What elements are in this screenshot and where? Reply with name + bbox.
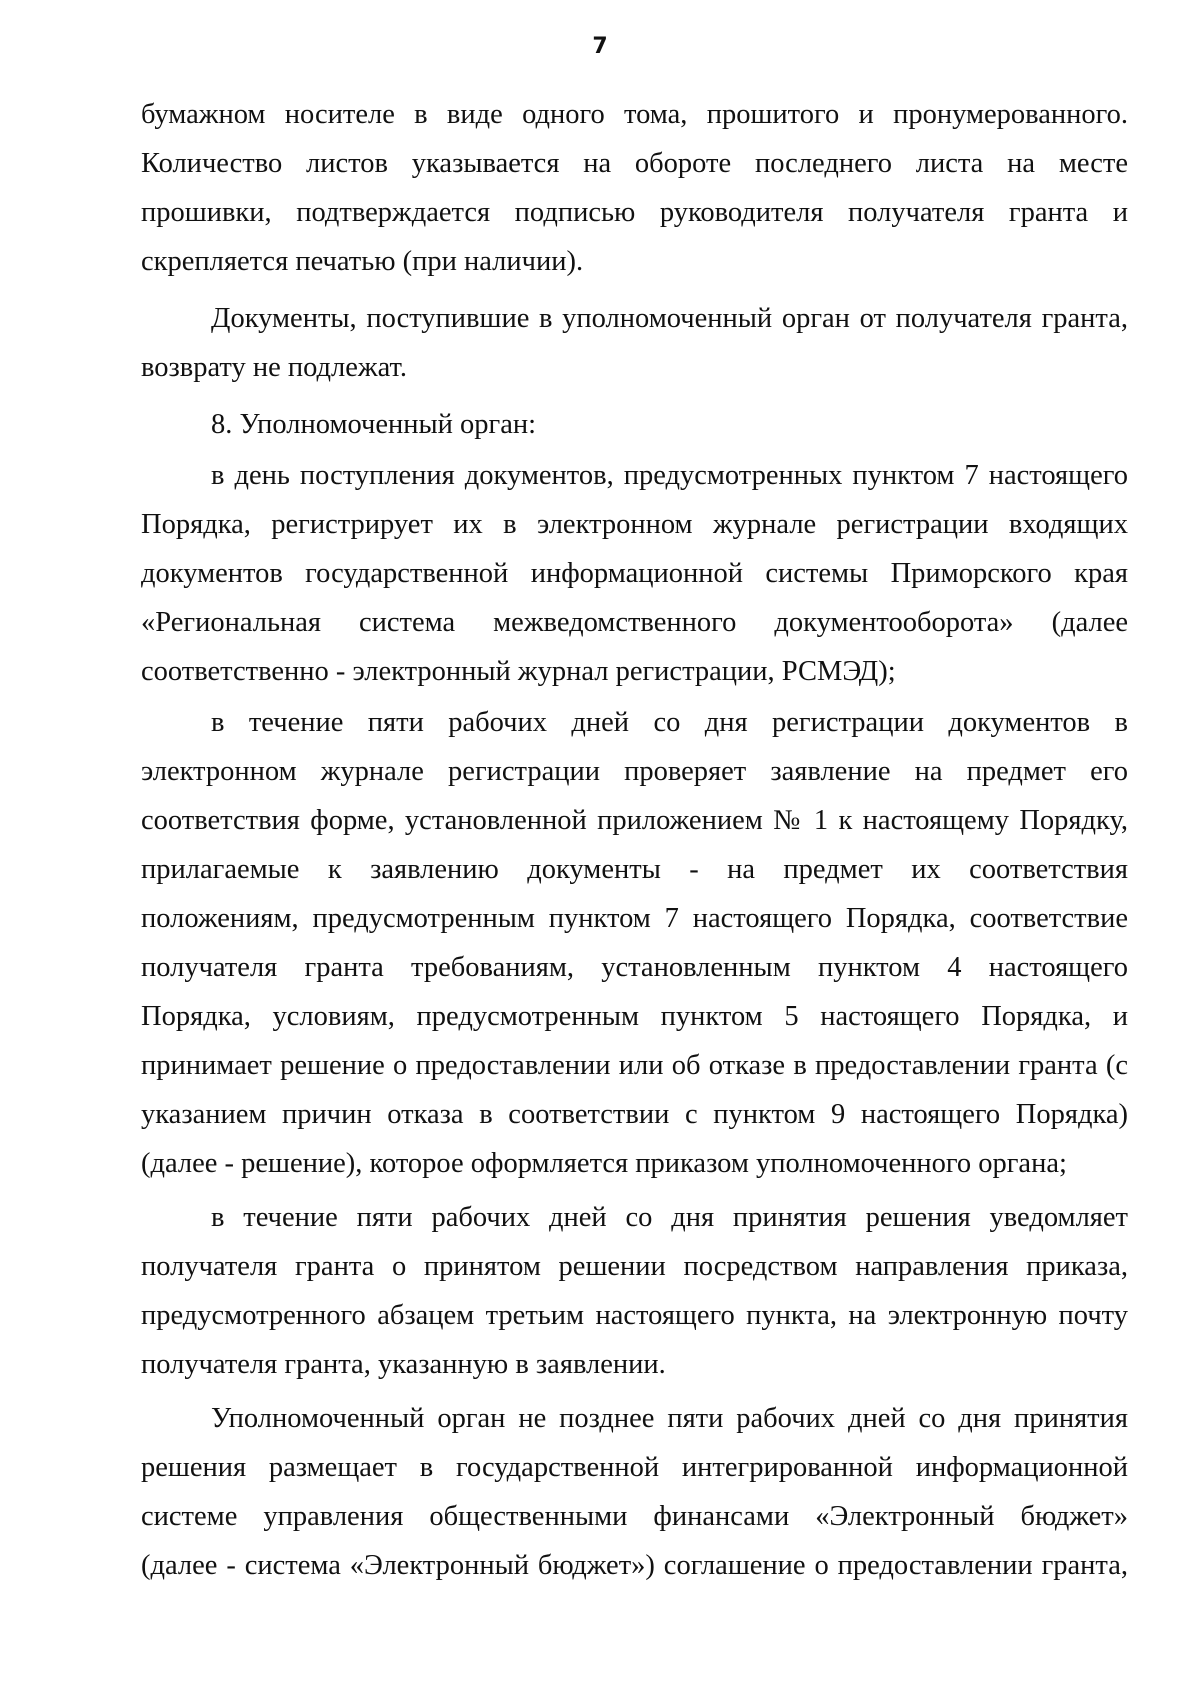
paragraph	[141, 1394, 1128, 1590]
text-line: Количество листов указывается на обороте последнего листа на месте	[141, 148, 1128, 179]
text-line: прошивки, подтверждается подписью руководителя получателя гранта и	[141, 197, 1128, 228]
text-line: принимает решение о предоставлении или об отказе в предоставлении гранта (с	[141, 1050, 1128, 1081]
text-line: Порядка, условиям, предусмотренным пунктом 5 настоящего Порядка, и	[141, 1001, 1128, 1032]
text-line: (далее - система «Электронный бюджет») соглашение о предоставлении гранта,	[141, 1550, 1128, 1581]
text-line: получателя гранта о принятом решении посредством направления приказа,	[141, 1251, 1128, 1282]
text-line: соответствия форме, установленной приложением № 1 к настоящему Порядку,	[141, 805, 1128, 836]
text-line: (далее - решение), которое оформляется приказом уполномоченного органа;	[141, 1148, 1067, 1179]
text-line: Порядка, регистрирует их в электронном журнале регистрации входящих	[141, 509, 1128, 540]
text-line: скрепляется печатью (при наличии).	[141, 246, 584, 277]
paragraph	[141, 1193, 1128, 1389]
paragraph	[141, 451, 1128, 696]
paragraph	[141, 90, 1128, 286]
text-line: получателя гранта требованиям, установленным пунктом 4 настоящего	[141, 952, 1128, 983]
paragraph	[141, 400, 1128, 449]
text-line: «Региональная система межведомственного документооборота» (далее	[141, 607, 1128, 638]
text-line: соответственно - электронный журнал регистрации, РСМЭД);	[141, 656, 896, 687]
text-line: Документы, поступившие в уполномоченный орган от получателя гранта,	[211, 303, 1128, 334]
text-line: бумажном носителе в виде одного тома, прошитого и пронумерованного.	[141, 99, 1128, 130]
text-line: предусмотренного абзацем третьим настоящего пункта, на электронную почту	[141, 1300, 1128, 1331]
text-line: решения размещает в государственной интегрированной информационной	[141, 1452, 1128, 1483]
text-line: документов государственной информационной системы Приморского края	[141, 558, 1128, 589]
text-line: прилагаемые к заявлению документы - на предмет их соответствия	[141, 854, 1128, 885]
text-line: получателя гранта, указанную в заявлении.	[141, 1349, 666, 1380]
text-line: системе управления общественными финансами «Электронный бюджет»	[141, 1501, 1128, 1532]
page-number: 7	[592, 34, 608, 59]
paragraph	[141, 294, 1128, 392]
paragraph	[141, 698, 1128, 1188]
text-line: электронном журнале регистрации проверяет заявление на предмет его	[141, 756, 1128, 787]
text-line: возврату не подлежат.	[141, 352, 407, 383]
text-line: Уполномоченный орган не позднее пяти рабочих дней со дня принятия	[211, 1403, 1128, 1434]
text-line: в течение пяти рабочих дней со дня регистрации документов в	[211, 707, 1128, 738]
document-body	[141, 90, 1128, 1590]
text-line: положениям, предусмотренным пунктом 7 настоящего Порядка, соответствие	[141, 903, 1128, 934]
text-line: 8. Уполномоченный орган:	[211, 409, 537, 440]
text-line: в течение пяти рабочих дней со дня принятия решения уведомляет	[211, 1202, 1128, 1233]
text-line: указанием причин отказа в соответствии с пунктом 9 настоящего Порядка)	[141, 1099, 1128, 1130]
text-line: в день поступления документов, предусмотренных пунктом 7 настоящего	[211, 460, 1128, 491]
